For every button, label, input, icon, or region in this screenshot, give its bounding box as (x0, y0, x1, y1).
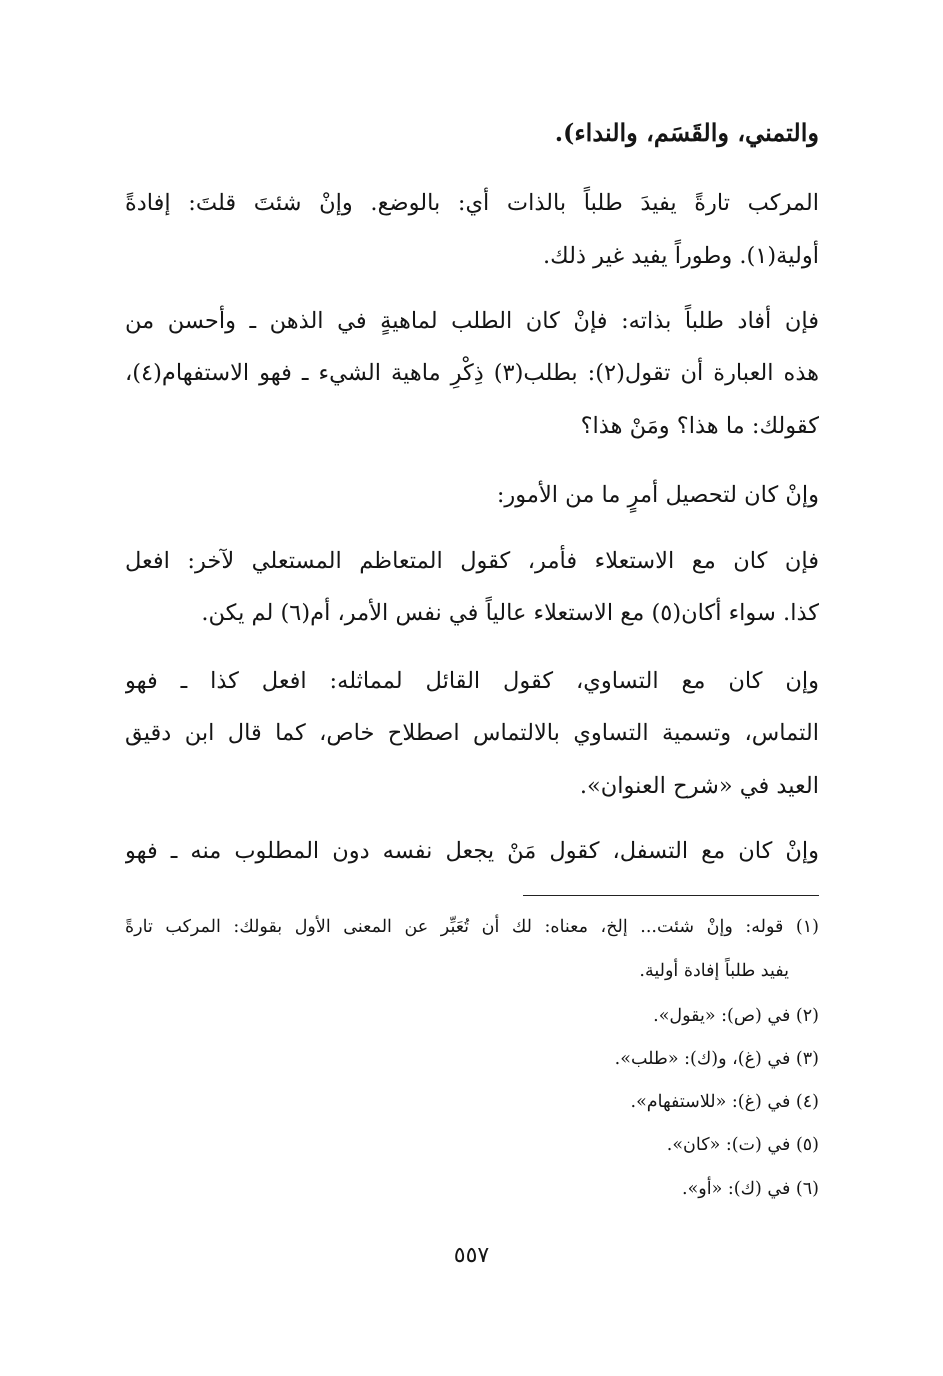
page-number: ٥٥٧ (453, 1243, 490, 1268)
footnote-separator (523, 895, 819, 896)
body-line-3: أولية(١). وطوراً يفيد غير ذلك. (543, 243, 819, 269)
footnote-3: (٣) في (غ)، و(ك): «طلب». (614, 1049, 819, 1069)
footnote-6: (٦) في (ك): «أو». (682, 1179, 819, 1199)
footnote-1: (١) قوله: وإنْ شئت... إلخ، معناه: لك أن تُعَبِّر عن المعنى الأول بقولك: المركب تارةً (125, 917, 819, 937)
body-line-13: وإنْ كان مع التسفل، كقول مَنْ يجعل نفسه دون المطلوب منه ـ فهو (125, 838, 819, 864)
body-line-6: كقولك: ما هذا؟ ومَنْ هذا؟ (580, 413, 819, 439)
body-line-5: هذه العبارة أن تقول(٢): بطلب(٣) ذِكْرِ ماهية الشيء ـ فهو الاستفهام(٤)، (125, 360, 819, 386)
body-line-8: فإن كان مع الاستعلاء فأمر، كقول المتعاظم المستعلي لآخر: افعل (125, 548, 819, 574)
body-line-1: والتمني، والقَسَم، والنداء). (554, 118, 819, 147)
footnote-4: (٤) في (غ): «للاستفهام». (630, 1092, 819, 1112)
body-line-10: وإن كان مع التساوي، كقول القائل لمماثله: افعل كذا ـ فهو (125, 668, 819, 694)
footnote-2: (٢) في (ص): «يقول». (653, 1006, 819, 1026)
body-line-11: التماس، وتسمية التساوي بالالتماس اصطلاح خاص، كما قال ابن دقيق (125, 720, 819, 746)
footnote-1-continued: يفيد طلباً إفادة أولية. (639, 961, 789, 981)
body-line-7: وإنْ كان لتحصيل أمرٍ ما من الأمور: (496, 482, 819, 508)
body-line-2: المركب تارةً يفيدَ طلباً بالذات أي: بالوضع. وإنْ شئتَ قلتَ: إفادةً (125, 190, 819, 216)
body-line-4: فإن أفاد طلباً بذاته: فإنْ كان الطلب لماهيةٍ في الذهن ـ وأحسن من (125, 308, 819, 334)
footnote-5: (٥) في (ت): «كان». (666, 1135, 819, 1155)
body-line-12: العيد في «شرح العنوان». (579, 773, 819, 799)
body-line-9: كذا. سواء أكان(٥) مع الاستعلاء عالياً في نفس الأمر، أم(٦) لم يكن. (201, 600, 819, 626)
